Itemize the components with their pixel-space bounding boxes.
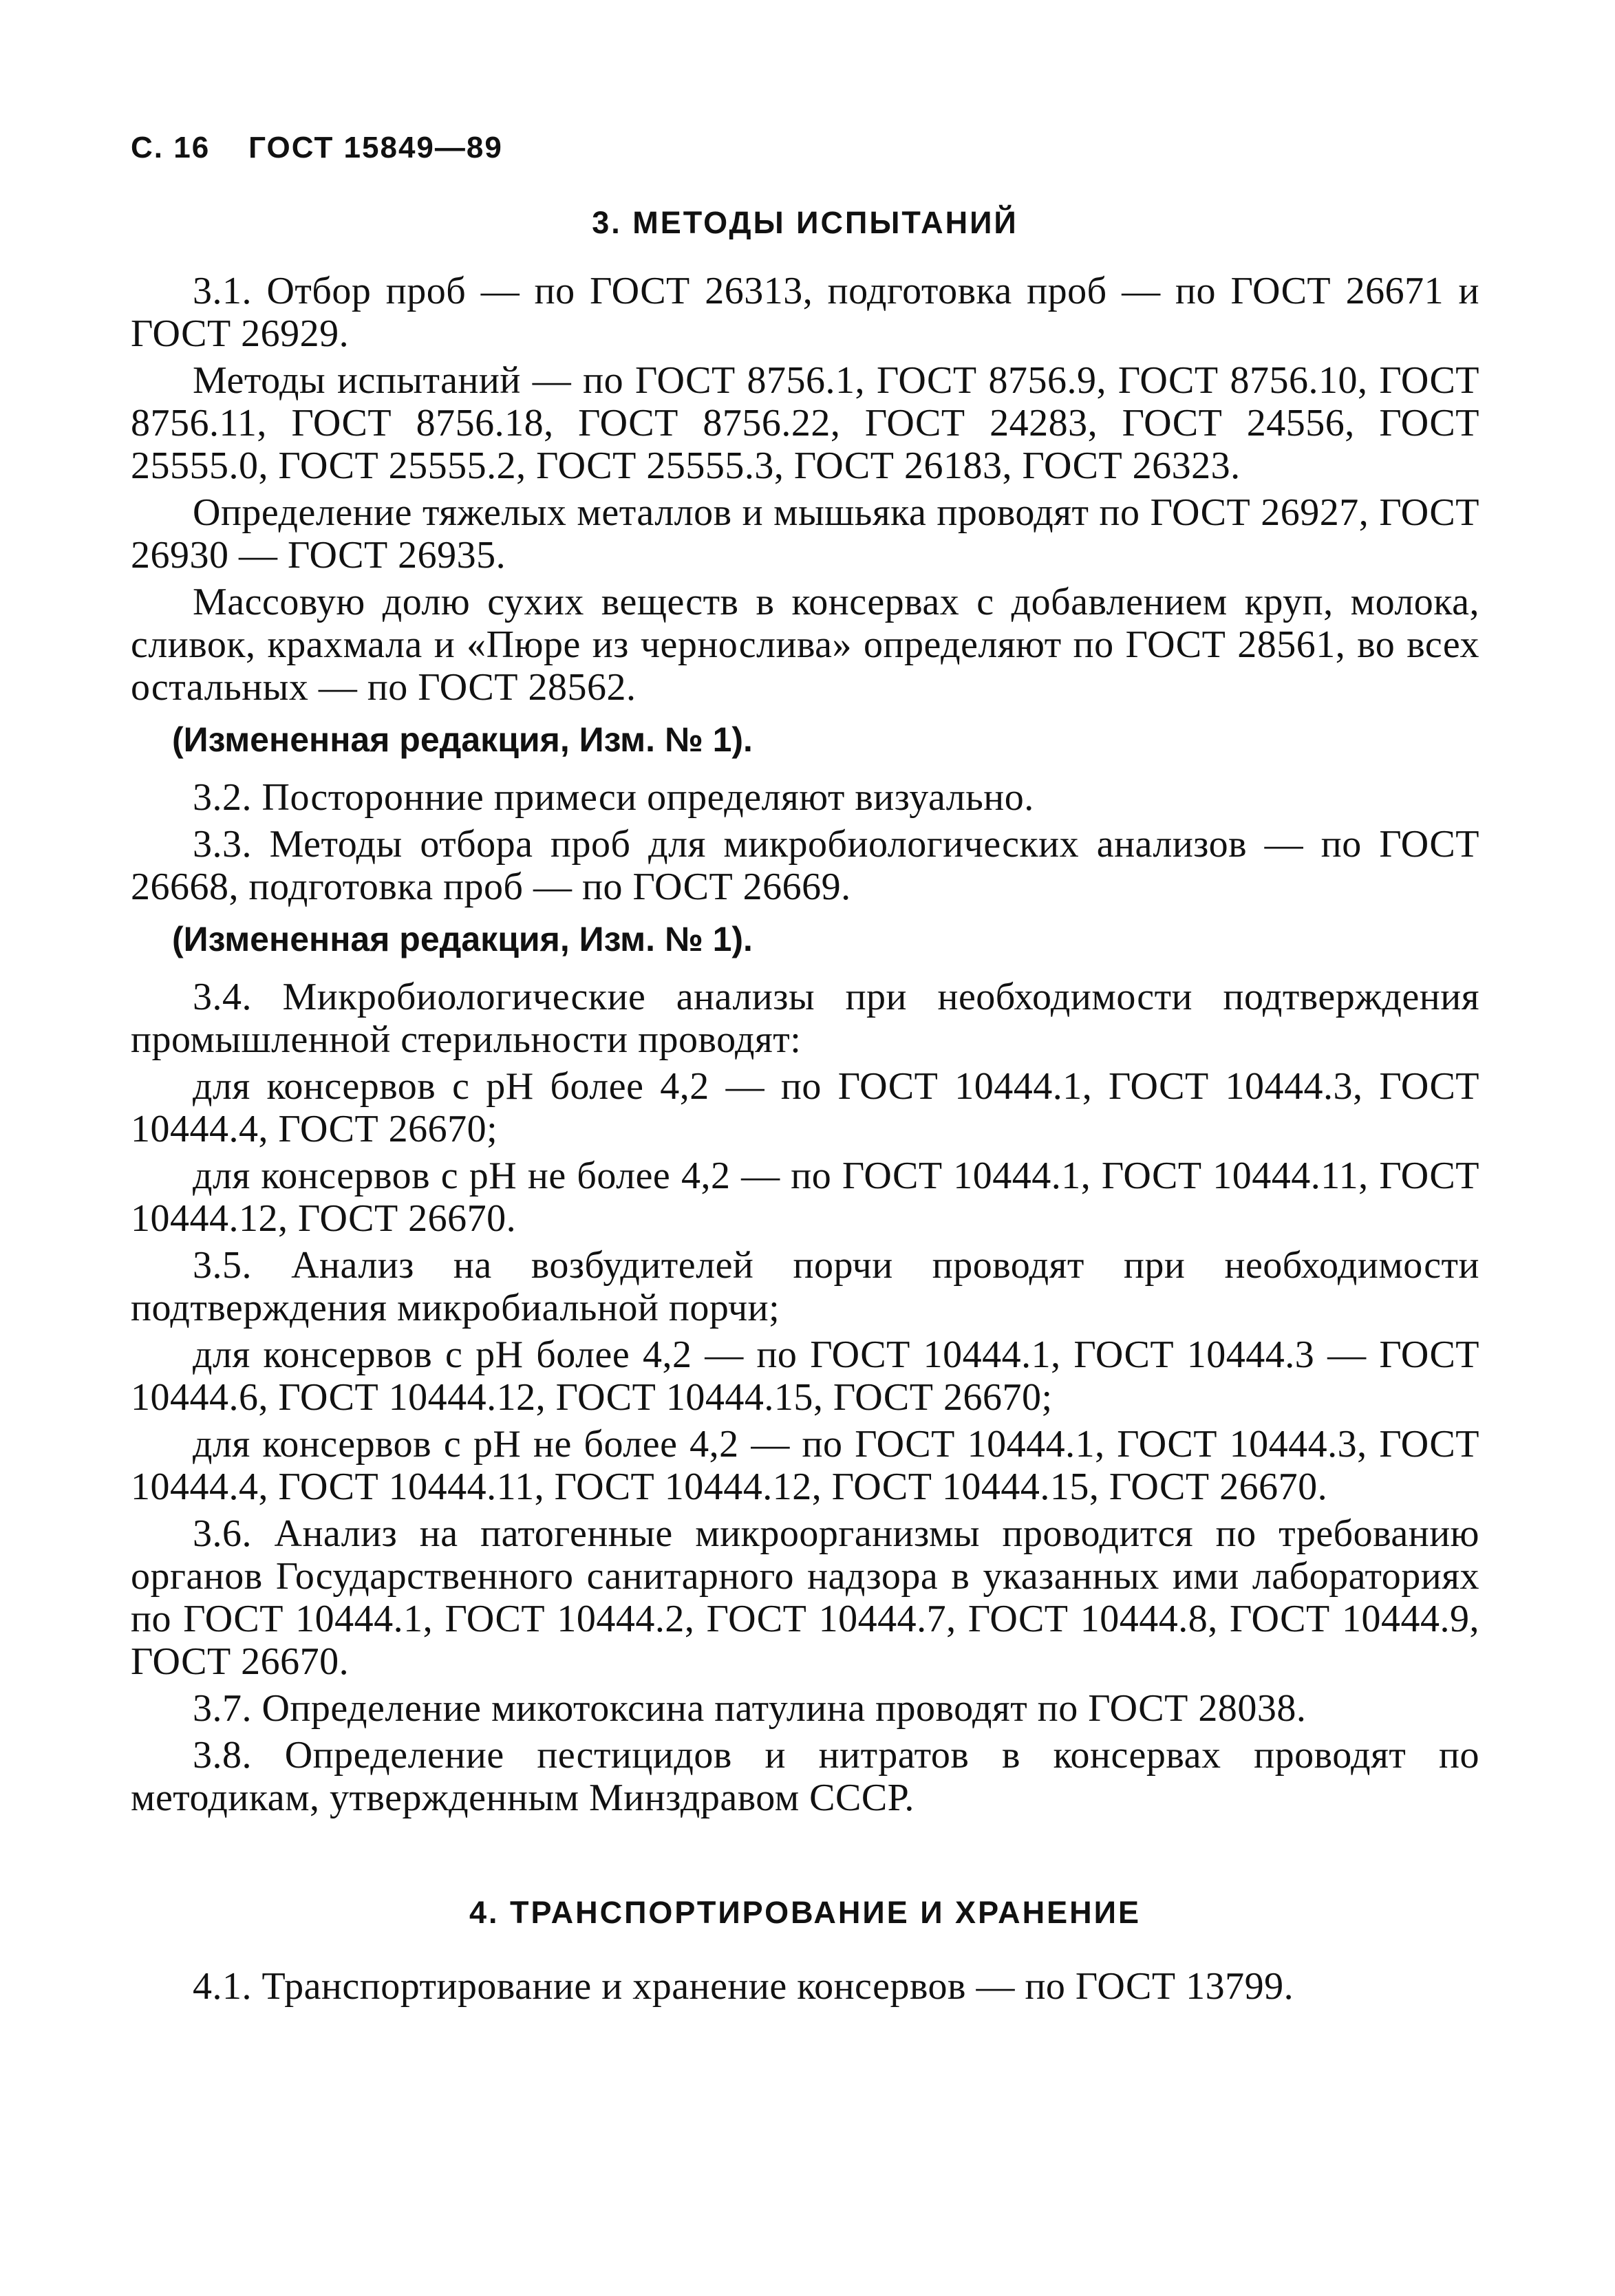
clause-3-3: 3.3. Методы отбора проб для микробиологических анализов — по ГОСТ 26668, подготовка проб — по ГОСТ 26669. xyxy=(131,823,1479,908)
clause-3-6: 3.6. Анализ на патогенные микроорганизмы проводится по требованию органов Государственного санитарного надзора в указанных ими лабораториях по ГОСТ 10444.1, ГОСТ 10444.2, ГОСТ 10444.7, ГОСТ 10444.8, ГОСТ 10444.9, ГОСТ 26670. xyxy=(131,1512,1479,1683)
clause-3-4-ph-above: для консервов с pH более 4,2 — по ГОСТ 10444.1, ГОСТ 10444.3, ГОСТ 10444.4, ГОСТ 26670; xyxy=(131,1065,1479,1150)
clause-3-2: 3.2. Посторонние примеси определяют визуально. xyxy=(193,776,1034,819)
clause-3-8: 3.8. Определение пестицидов и нитратов в консервах проводят по методикам, утвержденным Минздравом СССР. xyxy=(131,1734,1479,1819)
document-page xyxy=(131,131,1479,2012)
clause-4-1: 4.1. Транспортирование и хранение консервов — по ГОСТ 13799. xyxy=(193,1965,1294,2008)
running-header xyxy=(131,131,1479,172)
test-methods-paragraph: Методы испытаний — по ГОСТ 8756.1, ГОСТ 8756.9, ГОСТ 8756.10, ГОСТ 8756.11, ГОСТ 8756.18, ГОСТ 8756.22, ГОСТ 24283, ГОСТ 24556, ГОСТ 25555.0, ГОСТ 25555.2, ГОСТ 25555.3, ГОСТ 26183, ГОСТ 26323. xyxy=(131,359,1479,487)
heavy-metals-paragraph: Определение тяжелых металлов и мышьяка проводят по ГОСТ 26927, ГОСТ 26930 — ГОСТ 26935. xyxy=(131,491,1479,577)
page-label: С. 16 xyxy=(131,131,211,164)
clause-3-4: 3.4. Микробиологические анализы при необходимости подтверждения промышленной стерильности проводят: xyxy=(131,976,1479,1061)
section-3-title: 3. МЕТОДЫ ИСПЫТАНИЙ xyxy=(592,205,1018,240)
amendment-note-2: (Измененная редакция, Изм. № 1). xyxy=(172,920,753,958)
clause-3-7: 3.7. Определение микотоксина патулина проводят по ГОСТ 28038. xyxy=(193,1687,1307,1730)
dry-matter-paragraph: Массовую долю сухих веществ в консервах с добавлением круп, молока, сливок, крахмала и «Пюре из чернослива» определяют по ГОСТ 28561, во всех остальных — по ГОСТ 28562. xyxy=(131,581,1479,709)
clause-3-5-ph-above: для консервов с pH более 4,2 — по ГОСТ 10444.1, ГОСТ 10444.3 — ГОСТ 10444.6, ГОСТ 10444.12, ГОСТ 10444.15, ГОСТ 26670; xyxy=(131,1333,1479,1419)
section-4-title: 4. ТРАНСПОРТИРОВАНИЕ И ХРАНЕНИЕ xyxy=(469,1895,1141,1930)
clause-3-1: 3.1. Отбор проб — по ГОСТ 26313, подготовка проб — по ГОСТ 26671 и ГОСТ 26929. xyxy=(131,270,1479,355)
clause-3-5-ph-below: для консервов с pH не более 4,2 — по ГОСТ 10444.1, ГОСТ 10444.3, ГОСТ 10444.4, ГОСТ 10444.11, ГОСТ 10444.12, ГОСТ 10444.15, ГОСТ 26670. xyxy=(131,1423,1479,1508)
standard-number: ГОСТ 15849—89 xyxy=(248,131,503,164)
amendment-note-1: (Измененная редакция, Изм. № 1). xyxy=(172,720,753,759)
clause-3-4-ph-below: для консервов с pH не более 4,2 — по ГОСТ 10444.1, ГОСТ 10444.11, ГОСТ 10444.12, ГОСТ 26670. xyxy=(131,1155,1479,1240)
clause-3-5: 3.5. Анализ на возбудителей порчи проводят при необходимости подтверждения микробиальной порчи; xyxy=(131,1244,1479,1329)
